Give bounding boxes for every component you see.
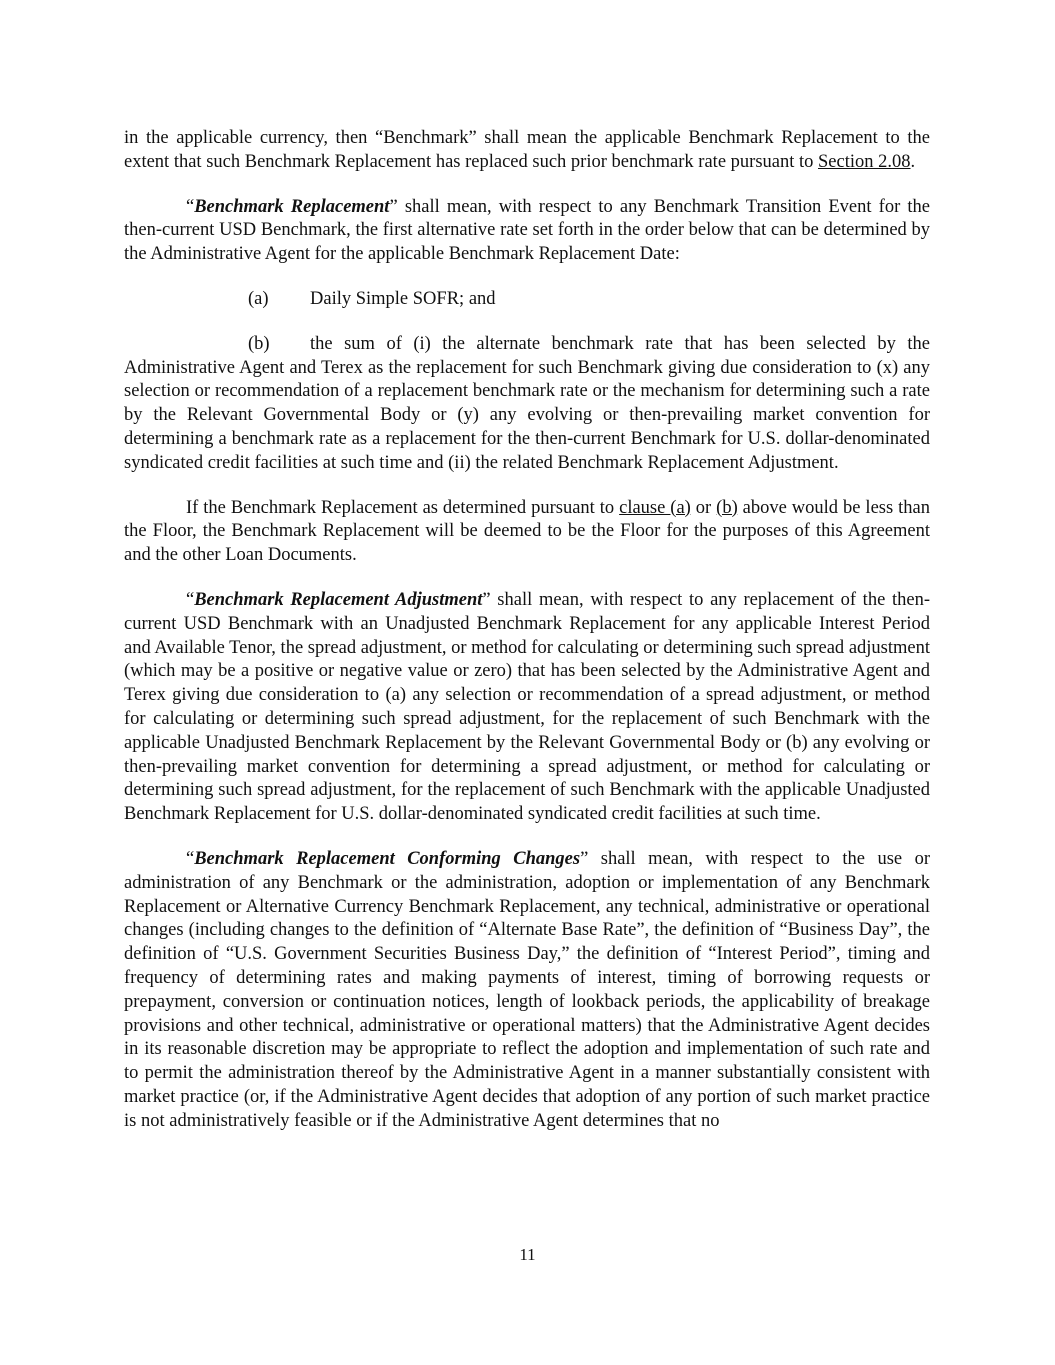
list-item-label: (b) — [248, 333, 270, 354]
text: . — [910, 151, 916, 172]
list-item-a — [124, 288, 930, 312]
defined-term: Benchmark Replacement — [194, 196, 390, 217]
page-number: 11 — [519, 1245, 536, 1264]
definition-benchmark-replacement — [124, 196, 930, 267]
list-item-label: (a) — [248, 288, 269, 309]
list-item-text: the sum of (i) the alternate benchmark rate that has been selected by the Administrative Agent and Terex as the replacement for such Benchmark giving due consideration to (x) any selection or recommendation of a replacement benchmark rate or the mechanism for determining such a rate by the Relevant Governmental Body or (y) any evolving or then-prevailing market convention for determining a benchmark rate as a replacement for the then-current Benchmark for U.S. dollar-denominated syndicated credit facilities at such time and (ii) the related Benchmark Replacement Adjustment. — [124, 333, 930, 473]
list-item-text: Daily Simple SOFR; and — [310, 288, 496, 309]
definition-text: ” shall mean, with respect to any Benchmark Transition Event for the then-current USD Benchmark, the first alternative rate set forth in the order below that can be determined by the Administrative Agent for the applicable Benchmark Replacement Date: — [124, 196, 930, 265]
definition-text: ” shall mean, with respect to the use or administration of any Benchmark or the administration, adoption or implementation of any Benchmark Replacement or Alternative Currency Benchmark Replacement, any technical, administrative or operational changes (including changes to the definition of “Alternate Base Rate”, the definition of “Business Day”, the definition of “U.S. Government Securities Business Day,” the definition of “Interest Period”, timing and frequency of determining rates and making payments of interest, timing of borrowing requests or prepayment, conversion or continuation notices, length of lookback periods, the applicability of breakage provisions and other technical, administrative or operational matters) that the Administrative Agent decides in its reasonable discretion may be appropriate to reflect the adoption and implementation of such rate and to permit the administration thereof by the Administrative Agent in a manner substantially consistent with market practice (or, if the Administrative Agent decides that adoption of any portion of such market practice is not administratively feasible or if the Administrative Agent determines that no — [124, 848, 930, 1131]
defined-term: Benchmark Replacement Conforming Changes — [194, 848, 581, 869]
open-quote: “ — [186, 848, 195, 869]
section-reference-link: Section 2.08 — [818, 151, 911, 172]
definition-benchmark-replacement-conforming-changes — [124, 848, 930, 1134]
text: or — [690, 497, 717, 518]
list-item-b — [124, 333, 930, 476]
paragraph-floor — [124, 497, 930, 568]
open-quote: “ — [186, 589, 195, 610]
paragraph-benchmark-continued — [124, 127, 930, 175]
document-body — [124, 127, 930, 1133]
defined-term: Benchmark Replacement Adjustment — [194, 589, 483, 610]
text: in the applicable currency, then “Benchmark” shall mean the applicable Benchmark Replacement to the extent that such Benchmark Replacement has replaced such prior benchmark rate pursuant to — [124, 128, 930, 172]
text: above would be less than the Floor, the Benchmark Replacement will be deemed to be the Floor for the purposes of this Agreement and the other Loan Documents. — [124, 497, 930, 566]
text: If the Benchmark Replacement as determined pursuant to — [186, 497, 620, 518]
clause-a-reference: clause (a) — [619, 497, 691, 518]
definition-benchmark-replacement-adjustment — [124, 589, 930, 827]
open-quote: “ — [186, 196, 195, 217]
definition-text: ” shall mean, with respect to any replacement of the then-current USD Benchmark with an Unadjusted Benchmark Replacement for any applicable Interest Period and Available Tenor, the spread adjustment, or method for calculating or determining such spread adjustment (which may be a positive or negative value or zero) that has been selected by the Administrative Agent and Terex giving due consideration to (a) any selection or recommendation of a spread adjustment, or method for calculating or determining such spread adjustment, for the replacement of such Benchmark with the applicable Unadjusted Benchmark Replacement by the Relevant Governmental Body or (b) any evolving or then-prevailing market convention for determining a spread adjustment, or method for calculating or determining such spread adjustment, for the replacement of such Benchmark with the applicable Unadjusted Benchmark Replacement for U.S. dollar-denominated syndicated credit facilities at such time. — [124, 589, 930, 825]
clause-b-reference: (b) — [716, 497, 738, 518]
